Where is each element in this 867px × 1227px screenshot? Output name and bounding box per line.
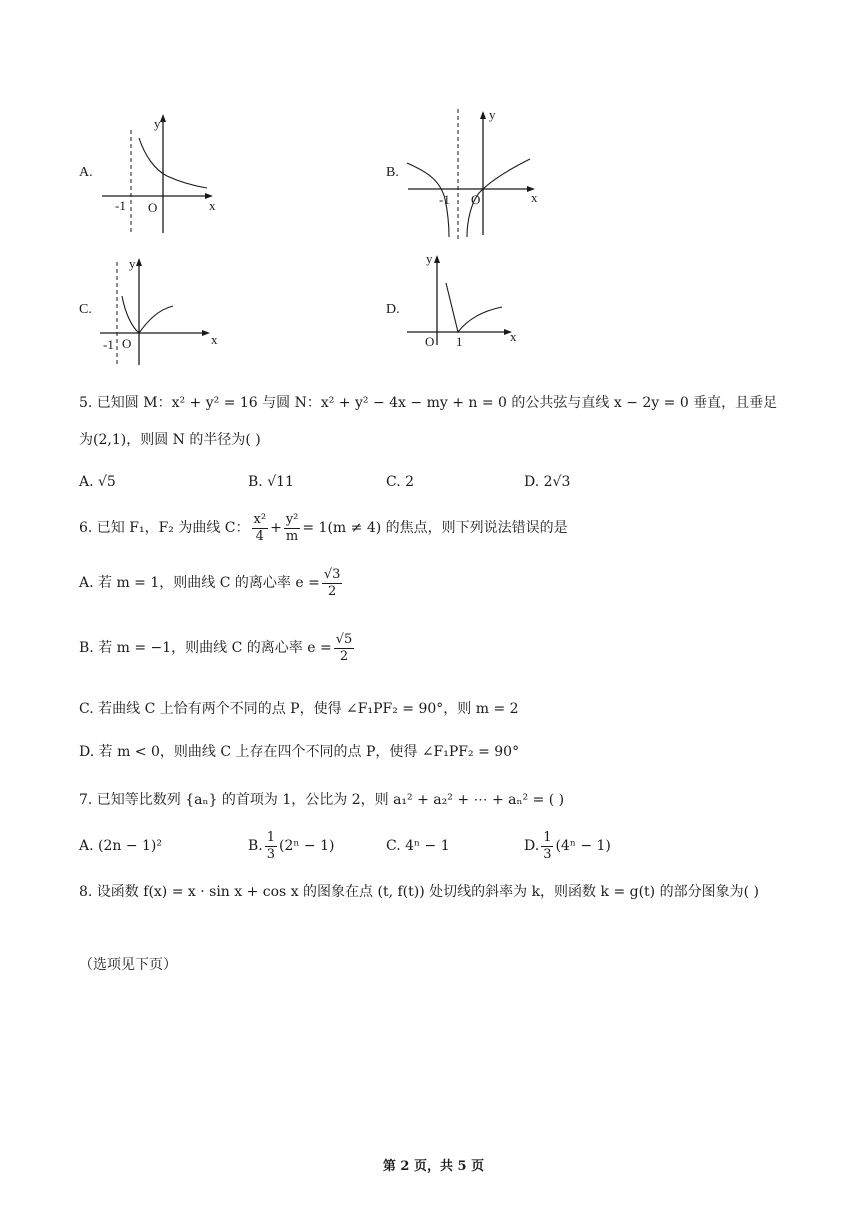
option-expression: (2ⁿ − 1)	[279, 838, 335, 854]
q7-option-a: A. (2n − 1)²	[79, 838, 163, 854]
fraction-denominator: 4	[255, 528, 264, 544]
fraction-numerator: y²	[285, 511, 299, 527]
fraction-numerator: x²	[253, 511, 267, 527]
axis-x-label: x	[510, 329, 517, 344]
fraction-numerator: 1	[266, 829, 276, 845]
q5-option-a: A. √5	[79, 474, 116, 490]
q7-option-b-fraction	[265, 830, 277, 863]
option-a-label: A.	[79, 165, 93, 180]
fraction-numerator: √5	[335, 631, 353, 647]
graph-option-b	[405, 103, 545, 243]
q7-option-c: C. 4ⁿ − 1	[386, 838, 450, 854]
q8-stem: 8. 设函数 f(x) = x · sin x + cos x 的图象在点 (t, f(t)) 处切线的斜率为 k，则函数 k = g(t) 的部分图象为( )	[79, 884, 759, 900]
q5-option-d: D. 2√3	[524, 474, 571, 490]
q6-option-b-fraction	[334, 632, 355, 665]
fraction-denominator: m	[285, 528, 299, 544]
q6-stem-suffix: = 1(m ≠ 4) 的焦点，则下列说法错误的是	[302, 520, 568, 536]
q6-fraction-x	[252, 512, 269, 545]
fraction-denominator: 2	[339, 648, 349, 664]
origin-label: O	[425, 334, 435, 349]
q7-option-d	[524, 826, 611, 866]
q6-option-d: D. 若 m < 0，则曲线 C 上存在四个不同的点 P，使得 ∠F₁PF₂ = 90°	[79, 744, 520, 760]
q6-fraction-y	[284, 512, 301, 545]
tick-label: 1	[456, 334, 463, 349]
q6-option-a-text: A. 若 m = 1，则曲线 C 的离心率 e =	[79, 575, 320, 591]
axis-y-label: y	[129, 256, 136, 271]
option-c-label: C.	[79, 302, 92, 317]
tick-label: -1	[115, 198, 126, 213]
q6-option-b	[79, 625, 356, 671]
q5-stem-line2: 为(2,1)，则圆 N 的半径为( )	[79, 432, 261, 448]
continued-note: （选项见下页）	[79, 957, 177, 973]
fraction-denominator: 3	[543, 846, 552, 862]
q6-option-a-fraction	[322, 567, 343, 600]
axis-x-label: x	[209, 198, 216, 213]
axis-y-label: y	[154, 116, 161, 131]
q6-option-a	[79, 560, 344, 606]
tick-label: -1	[103, 337, 114, 352]
fraction-denominator: 2	[327, 583, 337, 599]
option-d-label: D.	[386, 302, 400, 317]
page-footer: 第 2 页，共 5 页	[382, 1159, 485, 1174]
q7-stem: 7. 已知等比数列 {aₙ} 的首项为 1，公比为 2，则 a₁² + a₂² + ⋯ + aₙ² = ( )	[79, 792, 565, 808]
q6-option-b-text: B. 若 m = −1，则曲线 C 的离心率 e =	[79, 640, 332, 656]
q6-stem-prefix: 6. 已知 F₁，F₂ 为曲线 C：	[79, 520, 250, 536]
graph-option-a	[95, 108, 225, 238]
fraction-numerator: √3	[323, 566, 341, 582]
q7-option-d-fraction	[541, 830, 553, 863]
option-expression: (4ⁿ − 1)	[555, 838, 611, 854]
origin-label: O	[471, 192, 481, 207]
option-b-label: B.	[386, 165, 399, 180]
q6-stem	[79, 508, 568, 548]
q7-option-b	[248, 826, 334, 866]
tick-label: -1	[439, 192, 450, 207]
q5-stem-line1: 5. 已知圆 M：x² + y² = 16 与圆 N：x² + y² − 4x − my + n = 0 的公共弦与直线 x − 2y = 0 垂直，且垂足	[79, 395, 778, 411]
axis-x-label: x	[531, 190, 538, 205]
option-letter: D.	[524, 838, 540, 854]
q5-option-c: C. 2	[386, 474, 415, 490]
q6-option-c: C. 若曲线 C 上恰有两个不同的点 P，使得 ∠F₁PF₂ = 90°，则 m = 2	[79, 701, 519, 717]
graph-option-d	[402, 245, 532, 365]
axis-x-label: x	[211, 332, 218, 347]
graph-option-c	[95, 250, 225, 370]
origin-label: O	[148, 200, 158, 215]
axis-y-label: y	[489, 107, 496, 122]
q5-option-b: B. √11	[248, 474, 294, 490]
origin-label: O	[122, 336, 132, 351]
plus-sign: +	[270, 520, 282, 536]
option-letter: B.	[248, 838, 263, 854]
fraction-denominator: 3	[266, 846, 276, 862]
fraction-numerator: 1	[543, 829, 552, 845]
axis-y-label: y	[426, 251, 433, 266]
